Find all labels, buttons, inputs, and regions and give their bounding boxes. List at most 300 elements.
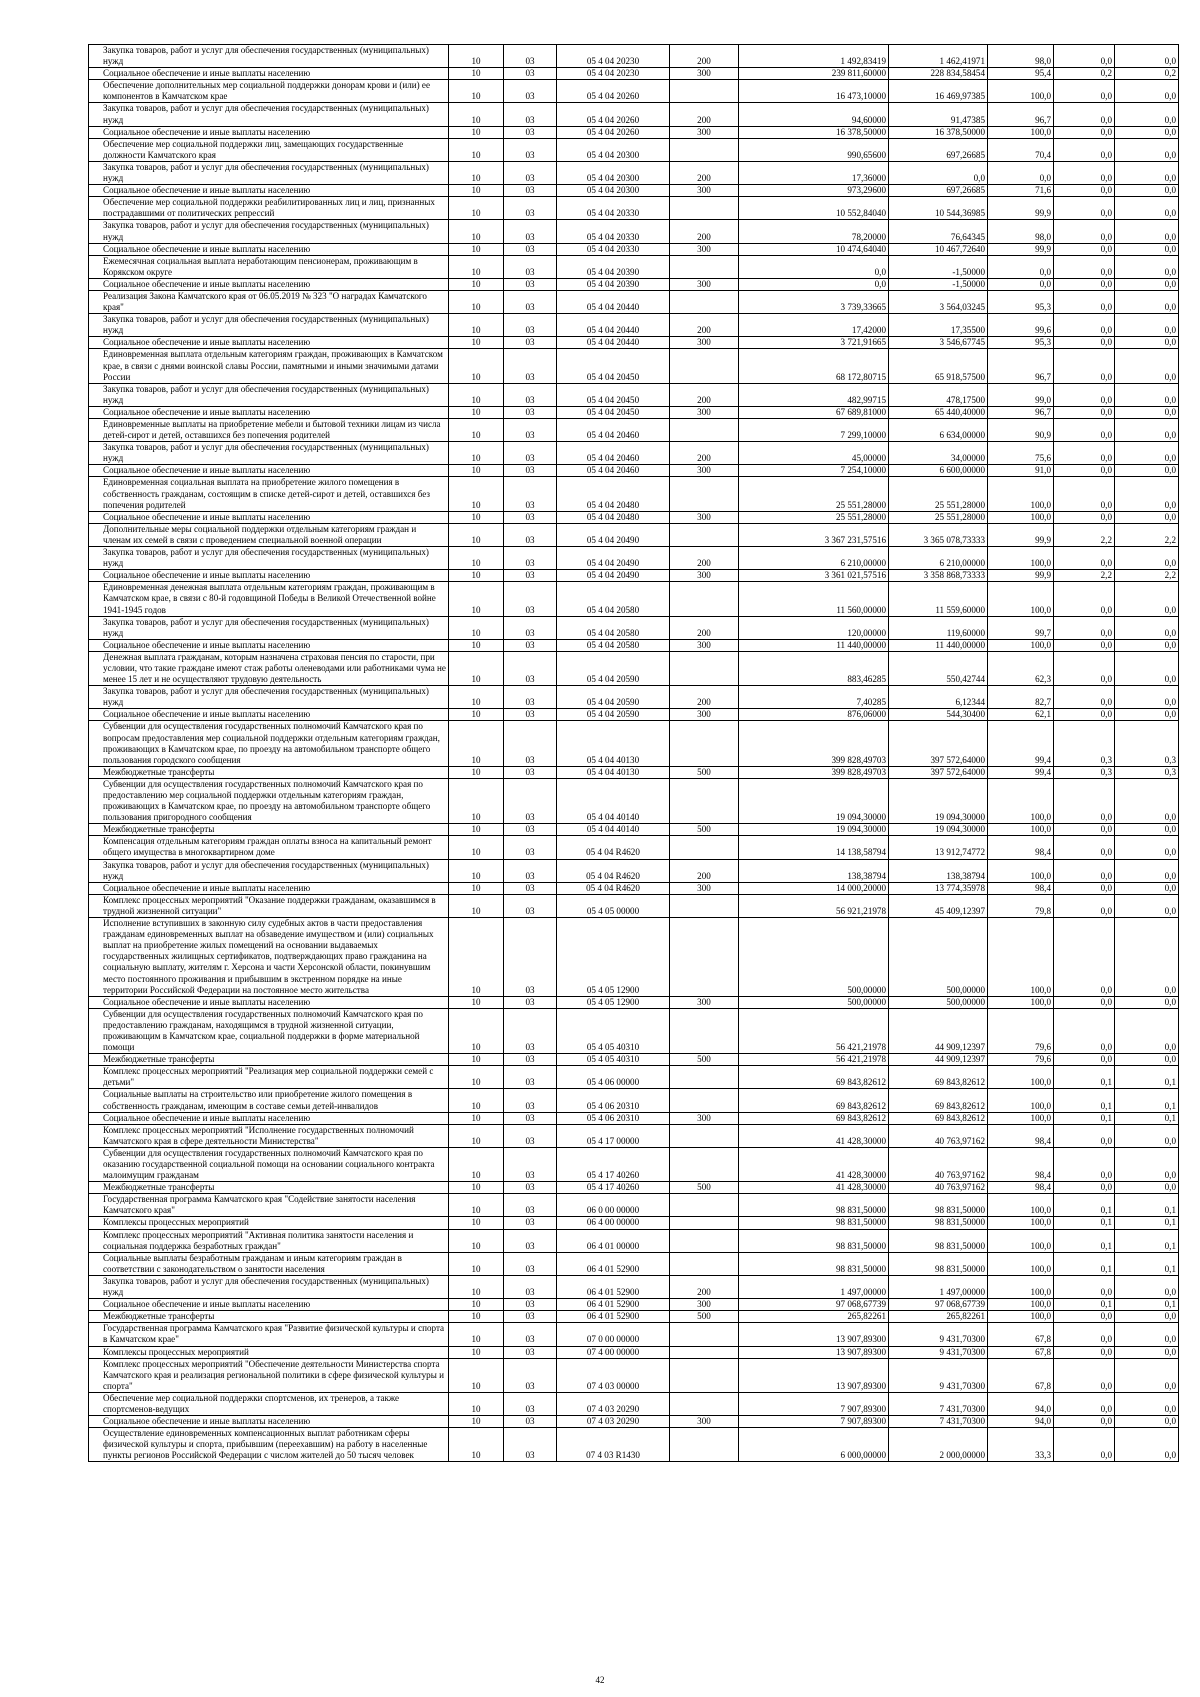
row-name: Закупка товаров, работ и услуг для обеспечения государственных (муниципальных) нужд <box>89 314 449 337</box>
share-fact-cell: 0,0 <box>1115 314 1179 337</box>
expense-type-cell <box>670 138 739 161</box>
table-row <box>89 1252 1179 1275</box>
row-name: Обеспечение мер социальной поддержки спортсменов, их тренеров, а также спортсменов-ведущих <box>89 1392 449 1415</box>
table-row <box>89 314 1179 337</box>
plan-amount-cell: 399 828,49703 <box>739 721 889 766</box>
execution-percent-cell: 99,7 <box>988 616 1054 639</box>
share-plan-cell: 2,2 <box>1054 523 1115 546</box>
share-fact-cell: 0,0 <box>1115 1275 1179 1298</box>
expense-type-cell <box>670 1358 739 1392</box>
share-fact-cell: 0,0 <box>1115 709 1179 721</box>
execution-percent-cell: 100,0 <box>988 477 1054 511</box>
row-name: Обеспечение дополнительных мер социальной поддержки донорам крови и (или) ее компонентов в Камчатском крае <box>89 80 449 103</box>
expense-type-cell <box>670 255 739 278</box>
table-row <box>89 1346 1179 1358</box>
podrazdel-cell: 03 <box>504 126 557 138</box>
share-plan-cell: 0,0 <box>1054 882 1115 894</box>
target-article-cell: 05 4 04 20300 <box>557 185 670 197</box>
row-name: Исполнение вступивших в законную силу судебных актов в части предоставления гражданам единовременных выплат на обзаведение имуществом и (или) социальных выплат на приобретение жилых помещений на основании выдаваемых государственных жилищных сертификатов, подтверждающих право гражданина на социальную выплату, жителям г. Херсона и части Херсонской области, покинувшим место постоянного проживания и прибывшим в экстренном порядке на иные территории Российской Федерации на постоянное место жительства <box>89 918 449 997</box>
table-row <box>89 778 1179 823</box>
expense-type-cell: 500 <box>670 766 739 778</box>
plan-amount-cell: 1 492,83419 <box>739 45 889 68</box>
table-row <box>89 185 1179 197</box>
target-article-cell: 06 4 01 52900 <box>557 1299 670 1311</box>
razdel-cell: 10 <box>449 766 504 778</box>
row-name: Социальное обеспечение и иные выплаты населению <box>89 406 449 418</box>
fact-amount-cell: 2 000,00000 <box>889 1428 988 1462</box>
execution-percent-cell: 100,0 <box>988 918 1054 997</box>
share-plan-cell: 0,0 <box>1054 511 1115 523</box>
row-name: Субвенции для осуществления государственных полномочий Камчатского края по предоставлению мер социальной поддержки отдельным категориям граждан, проживающих в Камчатском крае, по проезду на автомобильном транспорте общего пользования пригородного сообщения <box>89 778 449 823</box>
fact-amount-cell: 97 068,67739 <box>889 1299 988 1311</box>
plan-amount-cell: 69 843,82612 <box>739 1066 889 1089</box>
fact-amount-cell: 397 572,64000 <box>889 766 988 778</box>
target-article-cell: 05 4 04 20580 <box>557 639 670 651</box>
row-name: Субвенции для осуществления государственных полномочий Камчатского края по предоставлению гражданам, находящимся в трудной жизненной ситуации, проживающим в Камчатском крае, социальной поддержки в форме материальной помощи <box>89 1008 449 1053</box>
execution-percent-cell: 96,7 <box>988 349 1054 383</box>
row-name: Социальное обеспечение и иные выплаты населению <box>89 278 449 290</box>
share-plan-cell: 0,0 <box>1054 477 1115 511</box>
razdel-cell: 10 <box>449 465 504 477</box>
execution-percent-cell: 100,0 <box>988 1194 1054 1217</box>
expense-type-cell: 200 <box>670 383 739 406</box>
table-row <box>89 1392 1179 1415</box>
podrazdel-cell: 03 <box>504 721 557 766</box>
table-row <box>89 547 1179 570</box>
share-fact-cell: 0,0 <box>1115 882 1179 894</box>
fact-amount-cell: 25 551,28000 <box>889 511 988 523</box>
table-row <box>89 996 1179 1008</box>
plan-amount-cell: 7,40285 <box>739 686 889 709</box>
plan-amount-cell: 19 094,30000 <box>739 778 889 823</box>
podrazdel-cell: 03 <box>504 383 557 406</box>
row-name: Межбюджетные трансферты <box>89 824 449 836</box>
fact-amount-cell: 69 843,82612 <box>889 1089 988 1112</box>
podrazdel-cell: 03 <box>504 477 557 511</box>
razdel-cell: 10 <box>449 1054 504 1066</box>
execution-percent-cell: 100,0 <box>988 1252 1054 1275</box>
podrazdel-cell: 03 <box>504 1275 557 1298</box>
fact-amount-cell: 98 831,50000 <box>889 1229 988 1252</box>
target-article-cell: 05 4 04 20490 <box>557 547 670 570</box>
share-fact-cell: 0,0 <box>1115 126 1179 138</box>
execution-percent-cell: 96,7 <box>988 103 1054 126</box>
plan-amount-cell: 7 907,89300 <box>739 1392 889 1415</box>
podrazdel-cell: 03 <box>504 859 557 882</box>
target-article-cell: 05 4 04 20490 <box>557 570 670 582</box>
expense-type-cell <box>670 651 739 685</box>
razdel-cell: 10 <box>449 1066 504 1089</box>
table-row <box>89 290 1179 313</box>
share-plan-cell: 0,0 <box>1054 419 1115 442</box>
table-row <box>89 243 1179 255</box>
execution-percent-cell: 90,9 <box>988 419 1054 442</box>
razdel-cell: 10 <box>449 1229 504 1252</box>
plan-amount-cell: 98 831,50000 <box>739 1252 889 1275</box>
target-article-cell: 06 4 01 52900 <box>557 1311 670 1323</box>
plan-amount-cell: 56 921,21978 <box>739 894 889 917</box>
share-plan-cell: 0,0 <box>1054 824 1115 836</box>
share-fact-cell: 0,0 <box>1115 547 1179 570</box>
target-article-cell: 05 4 04 R4620 <box>557 836 670 859</box>
plan-amount-cell: 98 831,50000 <box>739 1194 889 1217</box>
target-article-cell: 05 4 04 20260 <box>557 126 670 138</box>
row-name: Ежемесячная социальная выплата неработающим пенсионерам, проживающим в Корякском округе <box>89 255 449 278</box>
table-row <box>89 465 1179 477</box>
target-article-cell: 05 4 04 40130 <box>557 766 670 778</box>
row-name: Единовременные выплаты на приобретение мебели и бытовой техники лицам из числа детей-сирот и детей, оставшихся без попечения родителей <box>89 419 449 442</box>
fact-amount-cell: 9 431,70300 <box>889 1346 988 1358</box>
execution-percent-cell: 79,6 <box>988 1008 1054 1053</box>
plan-amount-cell: 17,36000 <box>739 161 889 184</box>
row-name: Закупка товаров, работ и услуг для обеспечения государственных (муниципальных) нужд <box>89 45 449 68</box>
razdel-cell: 10 <box>449 1392 504 1415</box>
row-name: Социальное обеспечение и иные выплаты населению <box>89 511 449 523</box>
table-row <box>89 721 1179 766</box>
fact-amount-cell: 697,26685 <box>889 185 988 197</box>
expense-type-cell: 200 <box>670 616 739 639</box>
table-row <box>89 824 1179 836</box>
table-row <box>89 709 1179 721</box>
row-name: Комплекс процессных мероприятий "Реализация мер социальной поддержки семей с детьми" <box>89 1066 449 1089</box>
share-plan-cell: 0,1 <box>1054 1299 1115 1311</box>
expense-type-cell <box>670 1194 739 1217</box>
target-article-cell: 07 4 03 20290 <box>557 1416 670 1428</box>
plan-amount-cell: 990,65600 <box>739 138 889 161</box>
table-row <box>89 1416 1179 1428</box>
execution-percent-cell: 100,0 <box>988 1089 1054 1112</box>
podrazdel-cell: 03 <box>504 45 557 68</box>
share-plan-cell: 0,0 <box>1054 185 1115 197</box>
fact-amount-cell: 19 094,30000 <box>889 778 988 823</box>
table-row <box>89 1358 1179 1392</box>
fact-amount-cell: 40 763,97162 <box>889 1182 988 1194</box>
target-article-cell: 05 4 04 20480 <box>557 511 670 523</box>
share-fact-cell: 0,0 <box>1115 45 1179 68</box>
expense-type-cell: 300 <box>670 882 739 894</box>
table-row <box>89 1182 1179 1194</box>
table-row <box>89 1229 1179 1252</box>
share-plan-cell: 0,0 <box>1054 442 1115 465</box>
share-fact-cell: 0,0 <box>1115 616 1179 639</box>
expense-type-cell: 300 <box>670 570 739 582</box>
fact-amount-cell: 98 831,50000 <box>889 1194 988 1217</box>
fact-amount-cell: 10 467,72640 <box>889 243 988 255</box>
fact-amount-cell: 228 834,58454 <box>889 68 988 80</box>
target-article-cell: 05 4 04 R4620 <box>557 859 670 882</box>
execution-percent-cell: 99,9 <box>988 243 1054 255</box>
share-fact-cell: 0,0 <box>1115 185 1179 197</box>
share-plan-cell: 0,0 <box>1054 709 1115 721</box>
podrazdel-cell: 03 <box>504 1066 557 1089</box>
target-article-cell: 05 4 04 20590 <box>557 686 670 709</box>
plan-amount-cell: 14 000,20000 <box>739 882 889 894</box>
table-row <box>89 639 1179 651</box>
razdel-cell: 10 <box>449 383 504 406</box>
plan-amount-cell: 41 428,30000 <box>739 1147 889 1181</box>
row-name: Социальное обеспечение и иные выплаты населению <box>89 185 449 197</box>
razdel-cell: 10 <box>449 894 504 917</box>
podrazdel-cell: 03 <box>504 1147 557 1181</box>
target-article-cell: 07 0 00 00000 <box>557 1323 670 1346</box>
table-row <box>89 616 1179 639</box>
share-plan-cell: 0,0 <box>1054 243 1115 255</box>
share-fact-cell: 0,0 <box>1115 1054 1179 1066</box>
expense-type-cell: 200 <box>670 45 739 68</box>
table-row <box>89 383 1179 406</box>
podrazdel-cell: 03 <box>504 523 557 546</box>
expense-type-cell <box>670 1147 739 1181</box>
plan-amount-cell: 500,00000 <box>739 996 889 1008</box>
plan-amount-cell: 7 907,89300 <box>739 1416 889 1428</box>
target-article-cell: 05 4 04 20460 <box>557 419 670 442</box>
podrazdel-cell: 03 <box>504 243 557 255</box>
execution-percent-cell: 94,0 <box>988 1392 1054 1415</box>
podrazdel-cell: 03 <box>504 686 557 709</box>
expense-type-cell <box>670 918 739 997</box>
expense-type-cell: 300 <box>670 185 739 197</box>
row-name: Комплексы процессных мероприятий <box>89 1346 449 1358</box>
row-name: Социальное обеспечение и иные выплаты населению <box>89 882 449 894</box>
razdel-cell: 10 <box>449 161 504 184</box>
execution-percent-cell: 98,0 <box>988 220 1054 243</box>
target-article-cell: 07 4 00 00000 <box>557 1346 670 1358</box>
share-fact-cell: 0,3 <box>1115 721 1179 766</box>
podrazdel-cell: 03 <box>504 1217 557 1229</box>
fact-amount-cell: -1,50000 <box>889 255 988 278</box>
execution-percent-cell: 62,1 <box>988 709 1054 721</box>
share-fact-cell: 0,0 <box>1115 1124 1179 1147</box>
share-plan-cell: 0,0 <box>1054 996 1115 1008</box>
expense-type-cell <box>670 1229 739 1252</box>
share-fact-cell: 0,0 <box>1115 477 1179 511</box>
execution-percent-cell: 91,0 <box>988 465 1054 477</box>
target-article-cell: 05 4 04 20260 <box>557 103 670 126</box>
row-name: Социальное обеспечение и иные выплаты населению <box>89 996 449 1008</box>
fact-amount-cell: 7 431,70300 <box>889 1392 988 1415</box>
share-fact-cell: 0,1 <box>1115 1217 1179 1229</box>
table-row <box>89 68 1179 80</box>
razdel-cell: 10 <box>449 1194 504 1217</box>
execution-percent-cell: 100,0 <box>988 511 1054 523</box>
razdel-cell: 10 <box>449 582 504 616</box>
target-article-cell: 07 4 03 20290 <box>557 1392 670 1415</box>
share-plan-cell: 0,0 <box>1054 103 1115 126</box>
expense-type-cell: 300 <box>670 126 739 138</box>
execution-percent-cell: 33,3 <box>988 1428 1054 1462</box>
row-name: Комплекс процессных мероприятий "Оказание поддержки гражданам, оказавшимся в трудной жизненной ситуации" <box>89 894 449 917</box>
razdel-cell: 10 <box>449 197 504 220</box>
razdel-cell: 10 <box>449 1217 504 1229</box>
share-fact-cell: 0,1 <box>1115 1066 1179 1089</box>
share-plan-cell: 0,0 <box>1054 1054 1115 1066</box>
target-article-cell: 05 4 06 20310 <box>557 1089 670 1112</box>
razdel-cell: 10 <box>449 45 504 68</box>
expense-type-cell <box>670 1008 739 1053</box>
plan-amount-cell: 41 428,30000 <box>739 1124 889 1147</box>
razdel-cell: 10 <box>449 337 504 349</box>
execution-percent-cell: 95,4 <box>988 68 1054 80</box>
podrazdel-cell: 03 <box>504 419 557 442</box>
podrazdel-cell: 03 <box>504 766 557 778</box>
plan-amount-cell: 69 843,82612 <box>739 1112 889 1124</box>
expense-type-cell <box>670 477 739 511</box>
expense-type-cell <box>670 1323 739 1346</box>
razdel-cell: 10 <box>449 1147 504 1181</box>
plan-amount-cell: 13 907,89300 <box>739 1323 889 1346</box>
share-fact-cell: 0,0 <box>1115 686 1179 709</box>
podrazdel-cell: 03 <box>504 709 557 721</box>
plan-amount-cell: 3 367 231,57516 <box>739 523 889 546</box>
execution-percent-cell: 94,0 <box>988 1416 1054 1428</box>
target-article-cell: 05 4 04 20390 <box>557 255 670 278</box>
fact-amount-cell: 44 909,12397 <box>889 1008 988 1053</box>
share-fact-cell: 0,0 <box>1115 1311 1179 1323</box>
row-name: Социальные выплаты безработным гражданам и иным категориям граждан в соответствии с законодательством о занятости населения <box>89 1252 449 1275</box>
podrazdel-cell: 03 <box>504 103 557 126</box>
expense-type-cell: 500 <box>670 824 739 836</box>
razdel-cell: 10 <box>449 126 504 138</box>
row-name: Дополнительные меры социальной поддержки отдельным категориям граждан и членам их семей в связи с проведением специальной военной операции <box>89 523 449 546</box>
execution-percent-cell: 95,3 <box>988 337 1054 349</box>
expense-type-cell: 300 <box>670 337 739 349</box>
fact-amount-cell: 11 559,60000 <box>889 582 988 616</box>
expense-type-cell: 300 <box>670 406 739 418</box>
share-fact-cell: 0,0 <box>1115 465 1179 477</box>
share-fact-cell: 0,0 <box>1115 220 1179 243</box>
podrazdel-cell: 03 <box>504 1358 557 1392</box>
fact-amount-cell: 98 831,50000 <box>889 1217 988 1229</box>
razdel-cell: 10 <box>449 68 504 80</box>
fact-amount-cell: 478,17500 <box>889 383 988 406</box>
share-plan-cell: 0,0 <box>1054 138 1115 161</box>
razdel-cell: 10 <box>449 882 504 894</box>
row-name: Закупка товаров, работ и услуг для обеспечения государственных (муниципальных) нужд <box>89 547 449 570</box>
expense-type-cell: 300 <box>670 511 739 523</box>
row-name: Социальное обеспечение и иные выплаты населению <box>89 68 449 80</box>
table-row <box>89 836 1179 859</box>
share-plan-cell: 0,0 <box>1054 383 1115 406</box>
share-plan-cell: 0,0 <box>1054 1275 1115 1298</box>
share-plan-cell: 0,0 <box>1054 45 1115 68</box>
razdel-cell: 10 <box>449 511 504 523</box>
expense-type-cell: 200 <box>670 314 739 337</box>
plan-amount-cell: 16 473,10000 <box>739 80 889 103</box>
expense-type-cell: 200 <box>670 859 739 882</box>
expense-type-cell: 300 <box>670 639 739 651</box>
share-plan-cell: 0,0 <box>1054 616 1115 639</box>
execution-percent-cell: 100,0 <box>988 126 1054 138</box>
table-row <box>89 1428 1179 1462</box>
podrazdel-cell: 03 <box>504 349 557 383</box>
share-fact-cell: 2,2 <box>1115 570 1179 582</box>
share-fact-cell: 0,1 <box>1115 1252 1179 1275</box>
share-fact-cell: 0,1 <box>1115 1089 1179 1112</box>
fact-amount-cell: 544,30400 <box>889 709 988 721</box>
table-row <box>89 1054 1179 1066</box>
row-name: Социальное обеспечение и иные выплаты населению <box>89 639 449 651</box>
fact-amount-cell: 16 378,50000 <box>889 126 988 138</box>
share-plan-cell: 0,0 <box>1054 1008 1115 1053</box>
table-row <box>89 161 1179 184</box>
plan-amount-cell: 7 299,10000 <box>739 419 889 442</box>
target-article-cell: 05 4 04 20300 <box>557 161 670 184</box>
execution-percent-cell: 99,9 <box>988 523 1054 546</box>
expense-type-cell <box>670 1346 739 1358</box>
table-row <box>89 1194 1179 1217</box>
razdel-cell: 10 <box>449 349 504 383</box>
fact-amount-cell: 11 440,00000 <box>889 639 988 651</box>
plan-amount-cell: 10 474,64040 <box>739 243 889 255</box>
share-fact-cell: 0,0 <box>1115 349 1179 383</box>
razdel-cell: 10 <box>449 103 504 126</box>
target-article-cell: 06 4 00 00000 <box>557 1217 670 1229</box>
expense-type-cell: 500 <box>670 1054 739 1066</box>
razdel-cell: 10 <box>449 639 504 651</box>
expense-type-cell: 300 <box>670 465 739 477</box>
share-fact-cell: 0,0 <box>1115 419 1179 442</box>
share-plan-cell: 0,0 <box>1054 1392 1115 1415</box>
podrazdel-cell: 03 <box>504 80 557 103</box>
target-article-cell: 05 4 06 00000 <box>557 1066 670 1089</box>
target-article-cell: 05 4 04 20450 <box>557 349 670 383</box>
execution-percent-cell: 99,0 <box>988 383 1054 406</box>
fact-amount-cell: 44 909,12397 <box>889 1054 988 1066</box>
fact-amount-cell: 9 431,70300 <box>889 1358 988 1392</box>
share-fact-cell: 2,2 <box>1115 523 1179 546</box>
share-fact-cell: 0,0 <box>1115 582 1179 616</box>
row-name: Межбюджетные трансферты <box>89 766 449 778</box>
fact-amount-cell: 3 564,03245 <box>889 290 988 313</box>
share-fact-cell: 0,0 <box>1115 1182 1179 1194</box>
target-article-cell: 05 4 04 20450 <box>557 383 670 406</box>
podrazdel-cell: 03 <box>504 582 557 616</box>
share-fact-cell: 0,3 <box>1115 766 1179 778</box>
execution-percent-cell: 79,8 <box>988 894 1054 917</box>
execution-percent-cell: 100,0 <box>988 547 1054 570</box>
table-row <box>89 582 1179 616</box>
target-article-cell: 05 4 04 20440 <box>557 290 670 313</box>
execution-percent-cell: 0,0 <box>988 161 1054 184</box>
fact-amount-cell: 265,82261 <box>889 1311 988 1323</box>
table-row <box>89 894 1179 917</box>
share-plan-cell: 0,2 <box>1054 68 1115 80</box>
share-fact-cell: 0,0 <box>1115 859 1179 882</box>
plan-amount-cell: 11 560,00000 <box>739 582 889 616</box>
execution-percent-cell: 98,0 <box>988 45 1054 68</box>
podrazdel-cell: 03 <box>504 138 557 161</box>
execution-percent-cell: 100,0 <box>988 1229 1054 1252</box>
target-article-cell: 05 4 17 00000 <box>557 1124 670 1147</box>
fact-amount-cell: 13 912,74772 <box>889 836 988 859</box>
plan-amount-cell: 0,0 <box>739 255 889 278</box>
share-plan-cell: 0,0 <box>1054 859 1115 882</box>
podrazdel-cell: 03 <box>504 442 557 465</box>
fact-amount-cell: 9 431,70300 <box>889 1323 988 1346</box>
expense-type-cell <box>670 1089 739 1112</box>
share-fact-cell: 0,0 <box>1115 511 1179 523</box>
podrazdel-cell: 03 <box>504 1124 557 1147</box>
execution-percent-cell: 0,0 <box>988 255 1054 278</box>
plan-amount-cell: 239 811,60000 <box>739 68 889 80</box>
plan-amount-cell: 10 552,84040 <box>739 197 889 220</box>
podrazdel-cell: 03 <box>504 1229 557 1252</box>
podrazdel-cell: 03 <box>504 337 557 349</box>
podrazdel-cell: 03 <box>504 1392 557 1415</box>
expense-type-cell: 300 <box>670 1112 739 1124</box>
podrazdel-cell: 03 <box>504 255 557 278</box>
plan-amount-cell: 25 551,28000 <box>739 477 889 511</box>
